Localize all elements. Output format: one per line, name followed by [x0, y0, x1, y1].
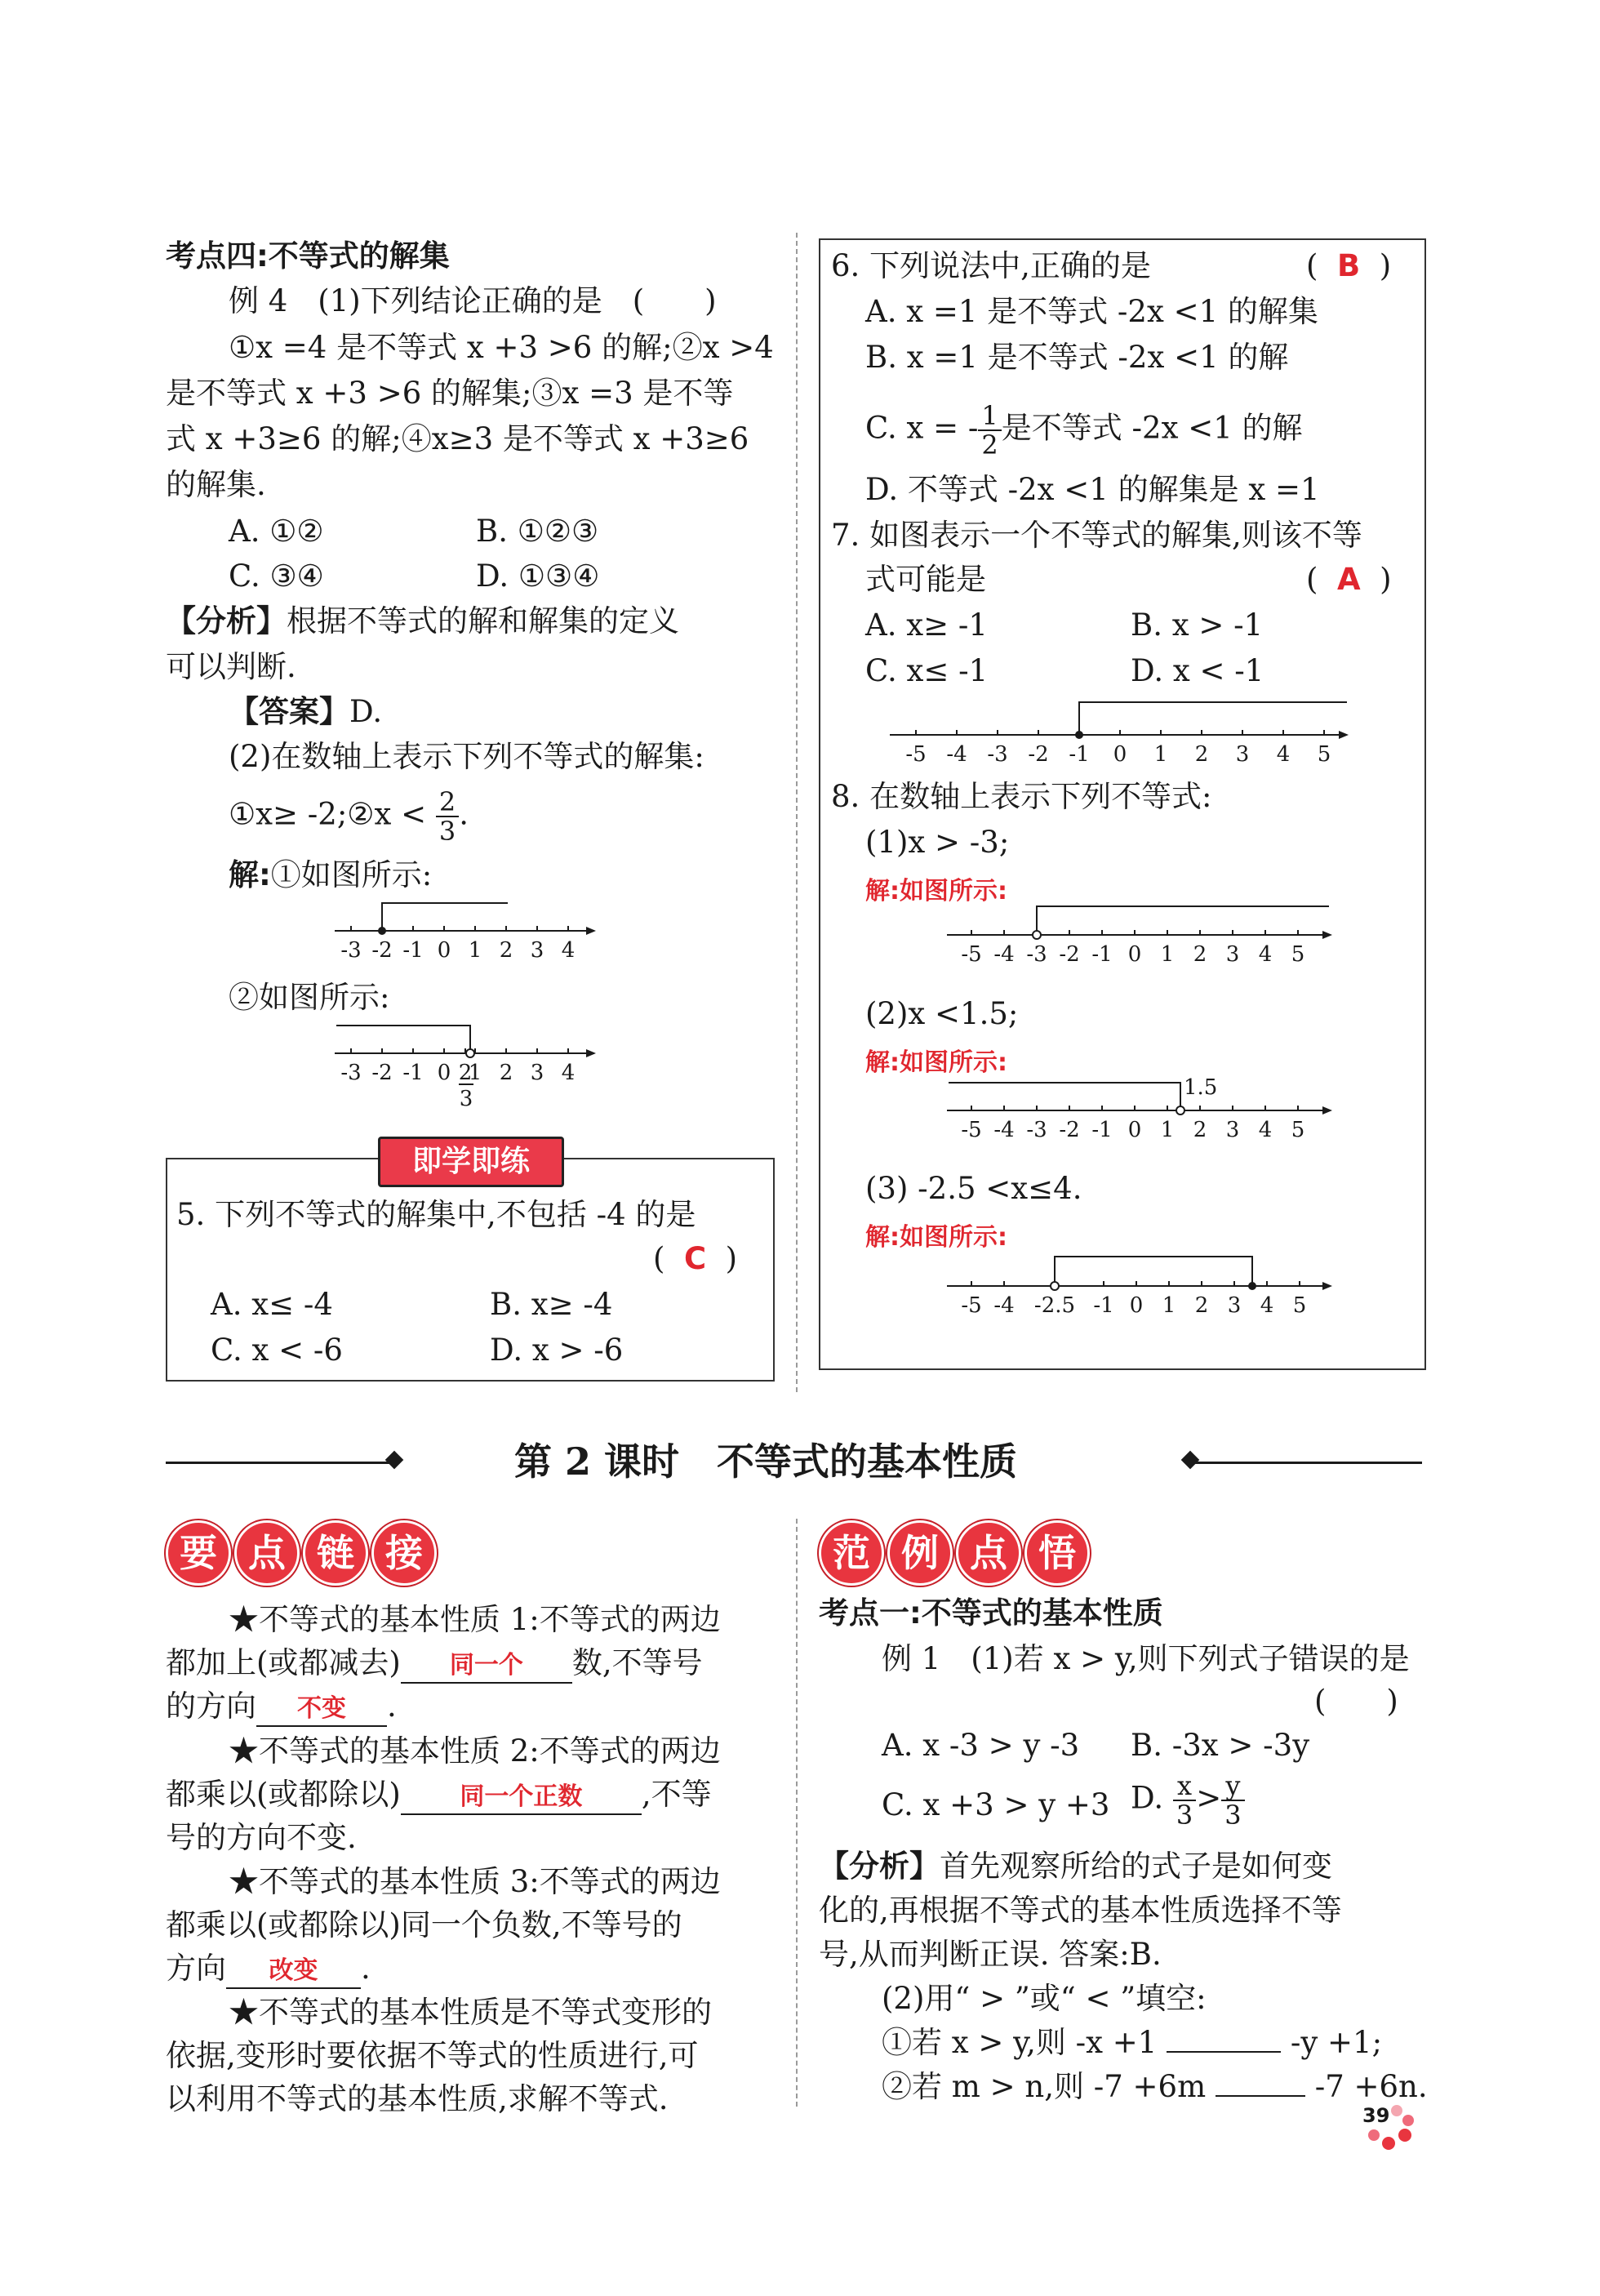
paren-close: )	[1380, 562, 1392, 597]
axis-arrow	[1339, 731, 1349, 739]
q1-pre: ①若 x > y,则 -x +1	[882, 2025, 1158, 2060]
lesson-title: 第 2 课时 不等式的基本性质	[514, 1439, 1018, 1484]
solid-dot	[378, 927, 386, 935]
q6-option-c	[865, 402, 1303, 459]
property2-line1: ★不等式的基本性质 2:不等式的两边	[229, 1733, 721, 1769]
axis-tick-label: 3	[530, 938, 544, 963]
axis-tick-label: 1	[1162, 1293, 1176, 1318]
q7-answer-letter: A	[1336, 562, 1361, 597]
axis-tick-label: -4	[946, 742, 967, 767]
axis-tick-label: 3	[1225, 1118, 1240, 1142]
axis-tick-label: -1	[1069, 742, 1090, 767]
property4-line2: 依据,变形时要依据不等式的性质进行,可	[166, 2038, 699, 2073]
header-rule-left	[166, 1462, 394, 1464]
axis-tick-label: 0	[1129, 1293, 1144, 1318]
axis-tick-label: -5	[961, 942, 982, 967]
column-divider-top	[796, 233, 798, 1392]
axis-tick-label: 5	[1292, 1293, 1307, 1318]
q6-option-a: A. x =1 是不等式 -2x <1 的解集	[865, 294, 1318, 329]
axis-tick-label: 3	[1227, 1293, 1242, 1318]
ex1-analysis-line3: 号,从而判断正误. 答案:B.	[819, 1937, 1162, 1972]
example1-option-d	[1131, 1772, 1245, 1829]
property2-line3: 号的方向不变.	[166, 1820, 357, 1855]
badge-char-3: 链	[303, 1520, 368, 1586]
hollow-dot	[466, 1049, 474, 1057]
solution-line1	[229, 856, 432, 895]
axis-tick-label: -2	[1059, 942, 1080, 967]
axis-arrow	[586, 1049, 596, 1057]
frac-num: y	[1221, 1772, 1244, 1801]
number-line-q8-3	[939, 1237, 1339, 1319]
q8-solution1-handwritten: 解:如图所示:	[865, 877, 1007, 905]
example4-line3: 是不等式 x +3 >6 的解集;③x =3 是不等	[166, 376, 734, 411]
axis-tick-label: -2	[1059, 1118, 1080, 1142]
q7-option-a: A. x≥ -1	[865, 607, 988, 643]
axis-tick-label: 0	[1113, 742, 1127, 767]
q6-c-suffix: 是不等式 -2x <1 的解	[1001, 410, 1303, 446]
section-title-kaodian1: 考点一:不等式的基本性质	[819, 1595, 1163, 1631]
axis-tick-label: -2	[371, 938, 393, 963]
examples-badge	[819, 1520, 1093, 1586]
axis-tick-label: -4	[993, 1293, 1015, 1318]
fraction-two-thirds	[436, 788, 459, 845]
q8-part3: (3) -2.5 <x≤4.	[865, 1171, 1082, 1206]
axis-tick-label: -5	[905, 742, 927, 767]
q7-option-c: C. x≤ -1	[865, 653, 989, 688]
axis-tick-label: -4	[993, 1118, 1015, 1142]
axis-tick-label: 1	[468, 1061, 482, 1085]
axis-tick-label: 0	[437, 1061, 451, 1085]
q6-answer-letter: B	[1336, 248, 1361, 283]
axis-tick-label: -5	[961, 1118, 982, 1142]
analysis-label: 【分析】	[819, 1849, 940, 1884]
example1-line1: 例 1 (1)若 x > y,则下列式子错误的是	[882, 1641, 1410, 1676]
part2-q1-text: ①x≥ -2;②x <	[229, 796, 427, 832]
solution1-text: ①如图所示:	[270, 857, 433, 892]
axis-tick-label: -1	[402, 938, 424, 963]
q6-c-prefix: C. x = -	[865, 410, 979, 446]
property2-line2	[166, 1775, 712, 1815]
ex1-part2-q1	[882, 2023, 1382, 2062]
property1-line2	[166, 1644, 703, 1684]
q2-post: -7 +6n.	[1314, 2069, 1428, 2104]
q5-stem: 5. 下列不等式的解集中,不包括 -4 的是	[176, 1197, 696, 1232]
example4-line2: ①x =4 是不等式 x +3 >6 的解;②x >4	[229, 330, 774, 365]
analysis-label: 【分析】	[166, 603, 287, 639]
q8-stem: 8. 在数轴上表示下列不等式:	[831, 779, 1212, 814]
ex1-analysis-line2: 化的,再根据不等式的基本性质选择不等	[819, 1893, 1342, 1928]
number-line-q7	[882, 686, 1355, 768]
axis-tick-label: -1	[1093, 1293, 1114, 1318]
axis-tick-label: 3	[1225, 942, 1240, 967]
example1-option-c: C. x +3 > y +3	[882, 1787, 1110, 1822]
header-diamond-left	[385, 1451, 404, 1470]
badge-char-4: 接	[371, 1520, 437, 1586]
axis-tick-label: -3	[987, 742, 1008, 767]
q2-blank-input[interactable]	[1216, 2095, 1305, 2097]
badge-char-1: 范	[819, 1520, 884, 1586]
axis-tick-label: 2	[1194, 742, 1209, 767]
q1-post: -y +1;	[1290, 2025, 1383, 2060]
example4-option-a: A. ①②	[229, 514, 324, 549]
axis-tick-label: 0	[1127, 942, 1142, 967]
axis-tick-label: -2.5	[1033, 1293, 1076, 1318]
badge-char-1: 要	[166, 1520, 231, 1586]
axis-tick-label: 2	[1193, 942, 1207, 967]
axis-tick-label: -3	[1026, 1118, 1047, 1142]
frac-den: 2	[981, 429, 998, 461]
axis-tick-label: 0	[437, 938, 451, 963]
axis-tick-label: 2	[1193, 1118, 1207, 1142]
property3-line1: ★不等式的基本性质 3:不等式的两边	[229, 1864, 721, 1899]
hollow-dot	[1176, 1106, 1184, 1115]
solution-bracket	[336, 1026, 470, 1053]
badge-char-2: 点	[234, 1520, 300, 1586]
q5-answer	[653, 1239, 737, 1279]
practice-badge: 即学即练	[378, 1137, 564, 1187]
example4-option-b: B. ①②③	[476, 514, 599, 549]
analysis-text: 根据不等式的解和解集的定义	[287, 603, 679, 639]
ex1-part2: (2)用“ > ”或“ < ”填空:	[882, 1981, 1207, 2016]
q6-option-b: B. x =1 是不等式 -2x <1 的解	[865, 340, 1289, 375]
axis-tick-label: 2	[1194, 1293, 1209, 1318]
paren-close: )	[1379, 248, 1392, 283]
q5-option-a: A. x≤ -4	[211, 1287, 333, 1322]
key-points-badge	[166, 1520, 440, 1586]
q8-solution2-handwritten: 解:如图所示:	[865, 1048, 1007, 1077]
badge-char-4: 悟	[1024, 1520, 1090, 1586]
header-diamond-right	[1181, 1451, 1200, 1470]
part2-line: (2)在数轴上表示下列不等式的解集:	[229, 739, 704, 774]
p1-l2-pre: 都加上(或都减去)	[166, 1645, 401, 1680]
example4-line5: 的解集.	[166, 467, 266, 502]
q7-stem-line2: 式可能是	[865, 562, 986, 597]
property2-blank: 同一个正数	[401, 1781, 642, 1815]
solution-line2: ②如图所示:	[229, 980, 390, 1015]
number-line-q8-1	[939, 890, 1339, 968]
badge-char-3: 点	[956, 1520, 1021, 1586]
part2-question	[229, 788, 469, 845]
axis-tick-label: 4	[1258, 942, 1273, 967]
q8-part2: (2)x <1.5;	[865, 996, 1019, 1031]
axis-tick-label: 4	[1260, 1293, 1274, 1318]
axis-arrow	[1322, 931, 1332, 939]
q1-blank-input[interactable]	[1167, 2051, 1281, 2053]
analysis-line2: 可以判断.	[166, 649, 296, 684]
analysis-line1	[166, 602, 679, 641]
page-number-badge	[1359, 2102, 1418, 2151]
axis-tick-label: 4	[1276, 742, 1291, 767]
example1-paren: ( )	[1314, 1684, 1398, 1719]
hollow-dot	[1051, 1282, 1059, 1290]
q7-stem-line1: 7. 如图表示一个不等式的解集,则该不等	[831, 518, 1362, 553]
axis-tick-label: 2	[499, 1061, 513, 1085]
p1-l3-post: .	[387, 1689, 397, 1724]
frac-num: 2	[436, 788, 459, 817]
q2-pre: ②若 m > n,则 -7 +6m	[882, 2069, 1207, 2104]
q5-option-b: B. x≥ -4	[490, 1287, 613, 1322]
section-title-kaodian4: 考点四:不等式的解集	[166, 238, 450, 274]
q8-solution3-handwritten: 解:如图所示:	[865, 1223, 1007, 1252]
axis-tick-label: 5	[1291, 942, 1305, 967]
axis-tick-label: 4	[561, 1061, 576, 1085]
solid-dot	[1248, 1282, 1256, 1290]
page-number: 39	[1362, 2104, 1390, 2127]
paren-close: )	[725, 1241, 738, 1276]
answer-label: 【答案】	[229, 694, 349, 729]
q8-part1: (1)x > -3;	[865, 825, 1010, 860]
p1-l3-pre: 的方向	[166, 1689, 256, 1724]
axis-tick-label: 1	[1160, 1118, 1175, 1142]
q6-stem: 6. 下列说法中,正确的是	[831, 248, 1151, 283]
axis-tick-label: -2	[1028, 742, 1049, 767]
solution-label: 解:	[229, 857, 271, 892]
mark-1-5: 1.5	[1184, 1075, 1218, 1100]
axis-frac-numerator: 2	[458, 1061, 473, 1085]
property3-line2: 都乘以(或都除以)同一个负数,不等号的	[166, 1907, 682, 1942]
axis-frac-denominator: 3	[459, 1087, 473, 1111]
axis-tick-label: 1	[468, 938, 482, 963]
axis-tick-label: -4	[993, 942, 1015, 967]
q6-option-d: D. 不等式 -2x <1 的解集是 x =1	[865, 472, 1320, 507]
axis-tick-label: -3	[340, 1061, 362, 1085]
axis-tick-label: -1	[402, 1061, 424, 1085]
p2-l2-pre: 都乘以(或都除以)	[166, 1777, 401, 1812]
paren-open: (	[1306, 248, 1318, 283]
axis-arrow	[1322, 1282, 1332, 1290]
badge-char-2: 例	[887, 1520, 953, 1586]
p1-l2-post: 数,不等号	[571, 1645, 703, 1680]
frac-num: 1	[978, 402, 1001, 431]
axis-tick-label: 3	[1235, 742, 1250, 767]
ex1-analysis-line1	[819, 1847, 1332, 1886]
gt-sign: >	[1196, 1780, 1222, 1816]
axis-tick-label: 5	[1317, 742, 1331, 767]
q6-answer	[1306, 247, 1391, 286]
axis-arrow	[586, 927, 596, 935]
axis-tick-label: -3	[340, 938, 362, 963]
solution-bracket	[949, 1083, 1180, 1110]
property3-blank: 改变	[226, 1955, 361, 1989]
fraction-x-over-3	[1173, 1772, 1196, 1829]
q7-option-b: B. x > -1	[1131, 607, 1264, 643]
property4-line1: ★不等式的基本性质是不等式变形的	[229, 1995, 712, 2030]
p2-l2-post: ,不等	[641, 1777, 712, 1812]
axis-tick-label: 4	[561, 938, 576, 963]
axis-tick-label: -5	[961, 1293, 982, 1318]
frac-num: x	[1173, 1772, 1196, 1801]
frac-den: 3	[1176, 1800, 1193, 1831]
property4-line3: 以利用不等式的基本性质,求解不等式.	[166, 2081, 669, 2116]
q5-option-d: D. x > -6	[490, 1333, 624, 1368]
hollow-dot	[1033, 931, 1041, 939]
axis-tick-label: 0	[1127, 1118, 1142, 1142]
number-line-2	[327, 1012, 604, 1123]
d-prefix: D.	[1131, 1780, 1164, 1816]
paren-open: (	[1306, 562, 1318, 597]
solution-bracket	[1055, 1257, 1252, 1286]
property3-line3	[166, 1949, 371, 1989]
frac-den: 3	[1224, 1800, 1242, 1831]
example1-option-a: A. x -3 > y -3	[882, 1728, 1080, 1763]
fraction-one-half	[978, 402, 1001, 459]
property1-blank1: 同一个	[401, 1649, 572, 1684]
q7-answer	[1306, 560, 1392, 599]
example4-line1: 例 4 (1)下列结论正确的是 ( )	[229, 283, 717, 318]
example4-option-d: D. ①③④	[476, 558, 600, 594]
axis-arrow	[1322, 1106, 1332, 1115]
example4-line4: 式 x +3≥6 的解;④x≥3 是不等式 x +3≥6	[166, 421, 749, 456]
example1-option-b: B. -3x > -3y	[1131, 1728, 1310, 1763]
column-divider-bottom	[796, 1519, 798, 2107]
axis-tick-label: 4	[1258, 1118, 1273, 1142]
fraction-y-over-3	[1221, 1772, 1244, 1829]
axis-tick-label: 1	[1160, 942, 1175, 967]
property1-line3	[166, 1687, 397, 1727]
axis-tick-label: 1	[1153, 742, 1168, 767]
axis-tick-label: -2	[371, 1061, 393, 1085]
axis-tick-label: -3	[1026, 942, 1047, 967]
ex1-part2-q2	[882, 2067, 1428, 2107]
number-line-q8-2	[939, 1061, 1339, 1143]
paren-open: (	[653, 1241, 665, 1276]
example4-option-c: C. ③④	[229, 558, 324, 594]
q7-option-d: D. x < -1	[1131, 653, 1264, 688]
number-line-1	[327, 890, 604, 972]
header-rule-right	[1193, 1462, 1422, 1464]
property1-line1: ★不等式的基本性质 1:不等式的两边	[229, 1602, 721, 1637]
answer-text: D.	[349, 694, 383, 729]
axis-tick-label: 5	[1291, 1118, 1305, 1142]
axis-tick-label: -1	[1091, 1118, 1113, 1142]
solid-dot	[1075, 731, 1083, 739]
period: .	[459, 796, 469, 832]
solution-bracket	[1037, 906, 1329, 935]
frac-den: 3	[438, 816, 456, 847]
analysis-text: 首先观察所给的式子是如何变	[940, 1849, 1332, 1884]
q5-option-c: C. x < -6	[211, 1333, 343, 1368]
axis-tick-label: -1	[1091, 942, 1113, 967]
axis-tick-label: 3	[530, 1061, 544, 1085]
axis-tick-label: 2	[499, 938, 513, 963]
p3-l3-pre: 方向	[166, 1951, 226, 1986]
q5-answer-letter: C	[683, 1241, 707, 1276]
property1-blank2: 不变	[256, 1693, 387, 1727]
answer-line	[229, 692, 382, 732]
p3-l3-post: .	[361, 1951, 371, 1986]
